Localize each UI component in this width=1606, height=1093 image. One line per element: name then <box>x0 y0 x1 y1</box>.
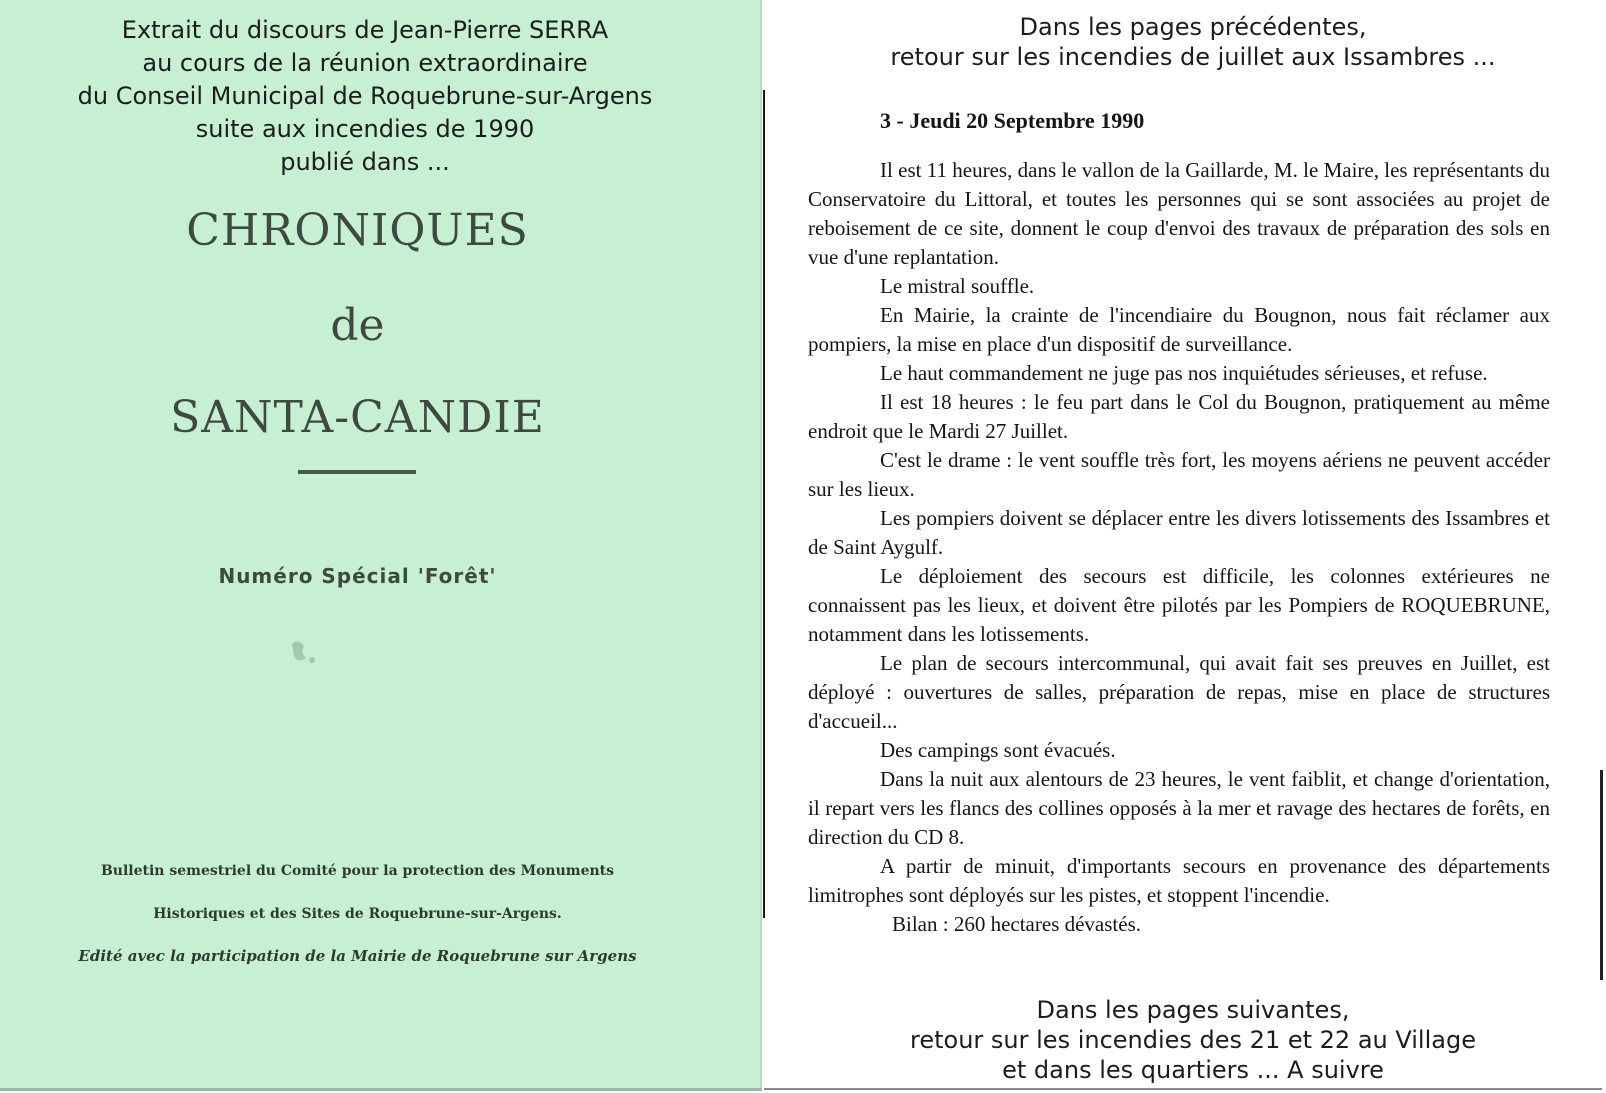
article-paragraph: En Mairie, la crainte de l'incendiaire du Bougnon, nous fait réclamer aux pompiers, la mise en place d'un dispositif de surveillance. <box>808 303 1550 356</box>
article-paragraph: Il est 11 heures, dans le vallon de la Gaillarde, M. le Maire, les représentants du Conservatoire du Littoral, et toutes les personnes qui se sont associées au projet de reboisement de ce site, donnent le coup d'envoi des travaux de préparation des sols en vue d'une replantation. <box>808 158 1550 269</box>
cover-title-de: de <box>330 300 385 351</box>
article-paragraph: C'est le drame : le vent souffle très fort, les moyens aériens ne peuvent accéder sur les lieux. <box>808 448 1550 501</box>
article-paragraph: A partir de minuit, d'importants secours en provenance des départements limitrophes sont déployés sur les pistes, et stoppent l'incendie. <box>808 854 1550 907</box>
cover-edge <box>0 1088 762 1091</box>
intro-line: publié dans ... <box>280 148 450 176</box>
faded-emblem-icon <box>284 634 324 674</box>
book-cover <box>0 0 762 1090</box>
article-paragraph: Le haut commandement ne juge pas nos inquiétudes sérieuses, et refuse. <box>880 361 1488 385</box>
intro-line: au cours de la réunion extraordinaire <box>142 49 588 77</box>
scan-edge-line <box>763 90 765 918</box>
bulletin-line: Historiques et des Sites de Roquebrune-sur-Argens. <box>153 906 562 922</box>
article <box>808 108 1550 939</box>
article-paragraph: Le mistral souffle. <box>880 274 1035 298</box>
intro-line: Extrait du discours de Jean-Pierre SERRA <box>121 16 609 44</box>
scan-edge-line <box>1600 770 1603 980</box>
intro-caption <box>0 14 730 179</box>
caption-line: Dans les pages précédentes, <box>1019 13 1367 41</box>
title-divider <box>298 470 416 474</box>
intro-line: du Conseil Municipal de Roquebrune-sur-Argens <box>77 82 653 110</box>
intro-line: suite aux incendies de 1990 <box>195 115 535 143</box>
caption-line: Dans les pages suivantes, <box>1036 996 1350 1024</box>
article-paragraph: Le plan de secours intercommunal, qui avait fait ses preuves en Juillet, est déployé : ouvertures de salles, préparation de repas, mise en place de structures d'accueil... <box>808 651 1550 733</box>
article-bilan: Bilan : 260 hectares dévastés. <box>892 912 1142 936</box>
article-heading: 3 - Jeudi 20 Septembre 1990 <box>880 108 1145 133</box>
caption-line: retour sur les incendies de juillet aux Issambres ... <box>890 43 1496 71</box>
article-paragraph: Des campings sont évacués. <box>880 738 1116 762</box>
article-paragraph: Dans la nuit aux alentours de 23 heures, le vent faiblit, et change d'orientation, il repart vers les flancs des collines opposés à la mer et ravage des hectares de forêts, en direction du CD 8. <box>808 767 1550 849</box>
scan-edge-line <box>764 1088 1602 1090</box>
cover-title-chroniques: CHRONIQUES <box>186 205 529 256</box>
publisher-line: Edité avec la participation de la Mairie de Roquebrune sur Argens <box>78 947 637 965</box>
bulletin-line: Bulletin semestriel du Comité pour la protection des Monuments <box>100 863 615 879</box>
cover-title-santa-candie: SANTA-CANDIE <box>170 392 545 443</box>
article-paragraph: Les pompiers doivent se déplacer entre les divers lotissements des Issambres et de Saint Aygulf. <box>808 506 1550 559</box>
previous-pages-caption <box>780 12 1606 72</box>
caption-line: retour sur les incendies des 21 et 22 au Village <box>910 1026 1476 1054</box>
caption-line: et dans les quartiers ... A suivre <box>1002 1056 1384 1084</box>
special-issue-label: Numéro Spécial 'Forêt' <box>218 564 497 588</box>
article-paragraph: Il est 18 heures : le feu part dans le Col du Bougnon, pratiquement au même endroit que le Mardi 27 Juillet. <box>808 390 1550 443</box>
article-paragraph: Le déploiement des secours est difficile, les colonnes extérieures ne connaissent pas les lieux, et doivent être pilotés par les Pompiers de ROQUEBRUNE, notamment dans les lotissements. <box>808 564 1550 646</box>
next-pages-caption <box>780 995 1606 1085</box>
